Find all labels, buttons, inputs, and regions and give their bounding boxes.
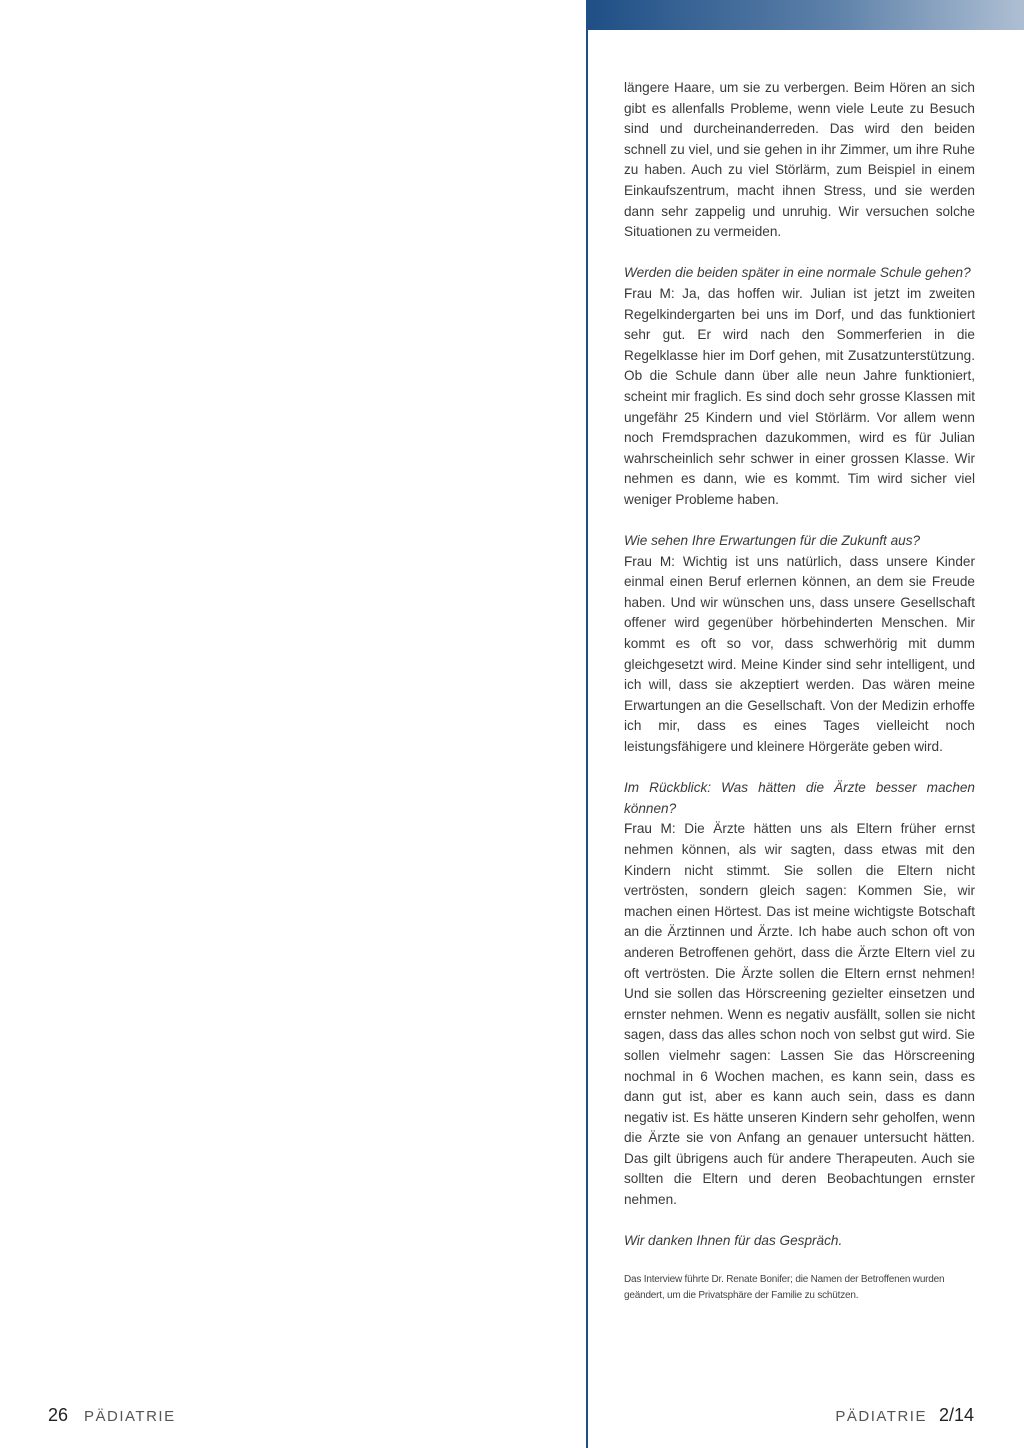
paragraph: längere Haare, um sie zu verbergen. Beim Hören an sich gibt es allenfalls Probleme, wenn viele Leute zu Besuch sind und durcheinanderreden. Das wird den beiden schnell zu viel, und sie gehen in ihr Zimmer, um ihre Ruhe zu haben. Auch zu viel Störlärm, zum Beispiel in einem Einkaufszentrum, macht ihnen Stress, und sie werden dann sehr zappelig und unruhig. Wir versuchen solche Situationen zu vermeiden. xyxy=(624,80,975,240)
footer-right xyxy=(835,1405,974,1426)
column-divider xyxy=(586,0,588,1448)
answer: Ja, das hoffen wir. Julian ist jetzt im zweiten Regelkindergarten bei uns im Dorf, und das funktioniert sehr gut. Er wird nach den Sommerferien in die Regelklasse hier im Dorf gehen, mit Zusatzunterstützung. Ob die Schule dann über alle neun Jahre funktioniert, scheint mir fraglich. Es sind doch sehr grosse Klassen mit ungefähr 25 Kindern und viel Störlärm. Vor allem wenn noch Fremdsprachen dazukommen, wird es für Julian wahrscheinlich sehr schwer in einer grossen Klasse. Wir nehmen es dann, wie es kommt. Tim wird sicher viel weniger Probleme haben. xyxy=(624,285,976,507)
answer: Die Ärzte hätten uns als Eltern früher ernst nehmen können, als wir sagten, dass etwas mit den Kindern nicht stimmt. Sie sollen die Eltern nicht vertrösten, sondern gleich sagen: Kommen Sie, wir machen einen Hörtest. Das ist meine wichtigste Botschaft an die Ärztinnen und Ärzte. Ich habe auch schon oft von anderen Betroffenen gehört, dass die Ärzte Eltern viel zu oft vertrösten. Die Ärzte sollen die Eltern ernst nehmen! Und sie sollen das Hörscreening gezielter einsetzen und ernster nehmen. Wenn es negativ ausfällt, sollen sie nicht sagen, dass das alles schon noch von selbst gut wird. Sie sollen vielmehr sagen: Lassen Sie das Hörscreening nochmal in 6 Wochen machen, es kann sein, dass es dann gut ist, aber es kann auch sein, dass es dann negativ ist. Es hätte unseren Kindern sehr geholfen, wenn die Ärzte sie von Anfang an genauer untersucht hätten. Das gilt übrigens auch für andere Therapeuten. Auch sie sollten die Eltern und deren Beobachtungen ernster nehmen. xyxy=(624,821,975,1208)
journal-brand: PÄDIATRIE xyxy=(84,1408,176,1425)
page-number: 26 xyxy=(48,1405,69,1425)
header-gradient-bar xyxy=(588,0,1024,30)
speaker-label: Frau M: xyxy=(624,821,685,837)
question: Im Rückblick: Was hätten die Ärzte besser machen können? xyxy=(624,780,975,816)
speaker-label: Frau M: xyxy=(624,285,683,301)
journal-brand: PÄDIATRIE xyxy=(835,1408,927,1425)
closing-line: Wir danken Ihnen für das Gespräch. xyxy=(624,1233,843,1249)
qa-block xyxy=(624,778,975,1210)
issue-number: 2/14 xyxy=(938,1405,974,1425)
qa-block xyxy=(624,263,975,510)
interview-credit: Das Interview führte Dr. Renate Bonifer; die Namen der Betroffenen wurden geändert, um die Privatsphäre der Familie zu schützen. xyxy=(624,1274,945,1302)
speaker-label: Frau M: xyxy=(624,553,683,569)
answer: Wichtig ist uns natürlich, dass unsere Kinder einmal einen Beruf erlernen können, an dem sie Freude haben. Und wir wünschen uns, dass unsere Gesellschaft offener wird gegenüber hörbehinderten Menschen. Mir kommt es oft so vor, dass schwerhörig mit dumm gleichgesetzt wird. Meine Kinder sind sehr intelligent, und ich will, dass sie akzeptiert werden. Das wären meine Erwartungen an die Gesellschaft. Von der Medizin erhoffe ich mir, dass es eines Tages vielleicht noch leistungsfähigere und kleinere Hörgeräte geben wird. xyxy=(624,553,976,754)
question: Werden die beiden später in eine normale Schule gehen? xyxy=(624,265,971,281)
article-column xyxy=(624,78,975,1304)
qa-block xyxy=(624,531,975,758)
question: Wie sehen Ihre Erwartungen für die Zukunft aus? xyxy=(624,533,921,549)
footer-left xyxy=(48,1405,176,1426)
